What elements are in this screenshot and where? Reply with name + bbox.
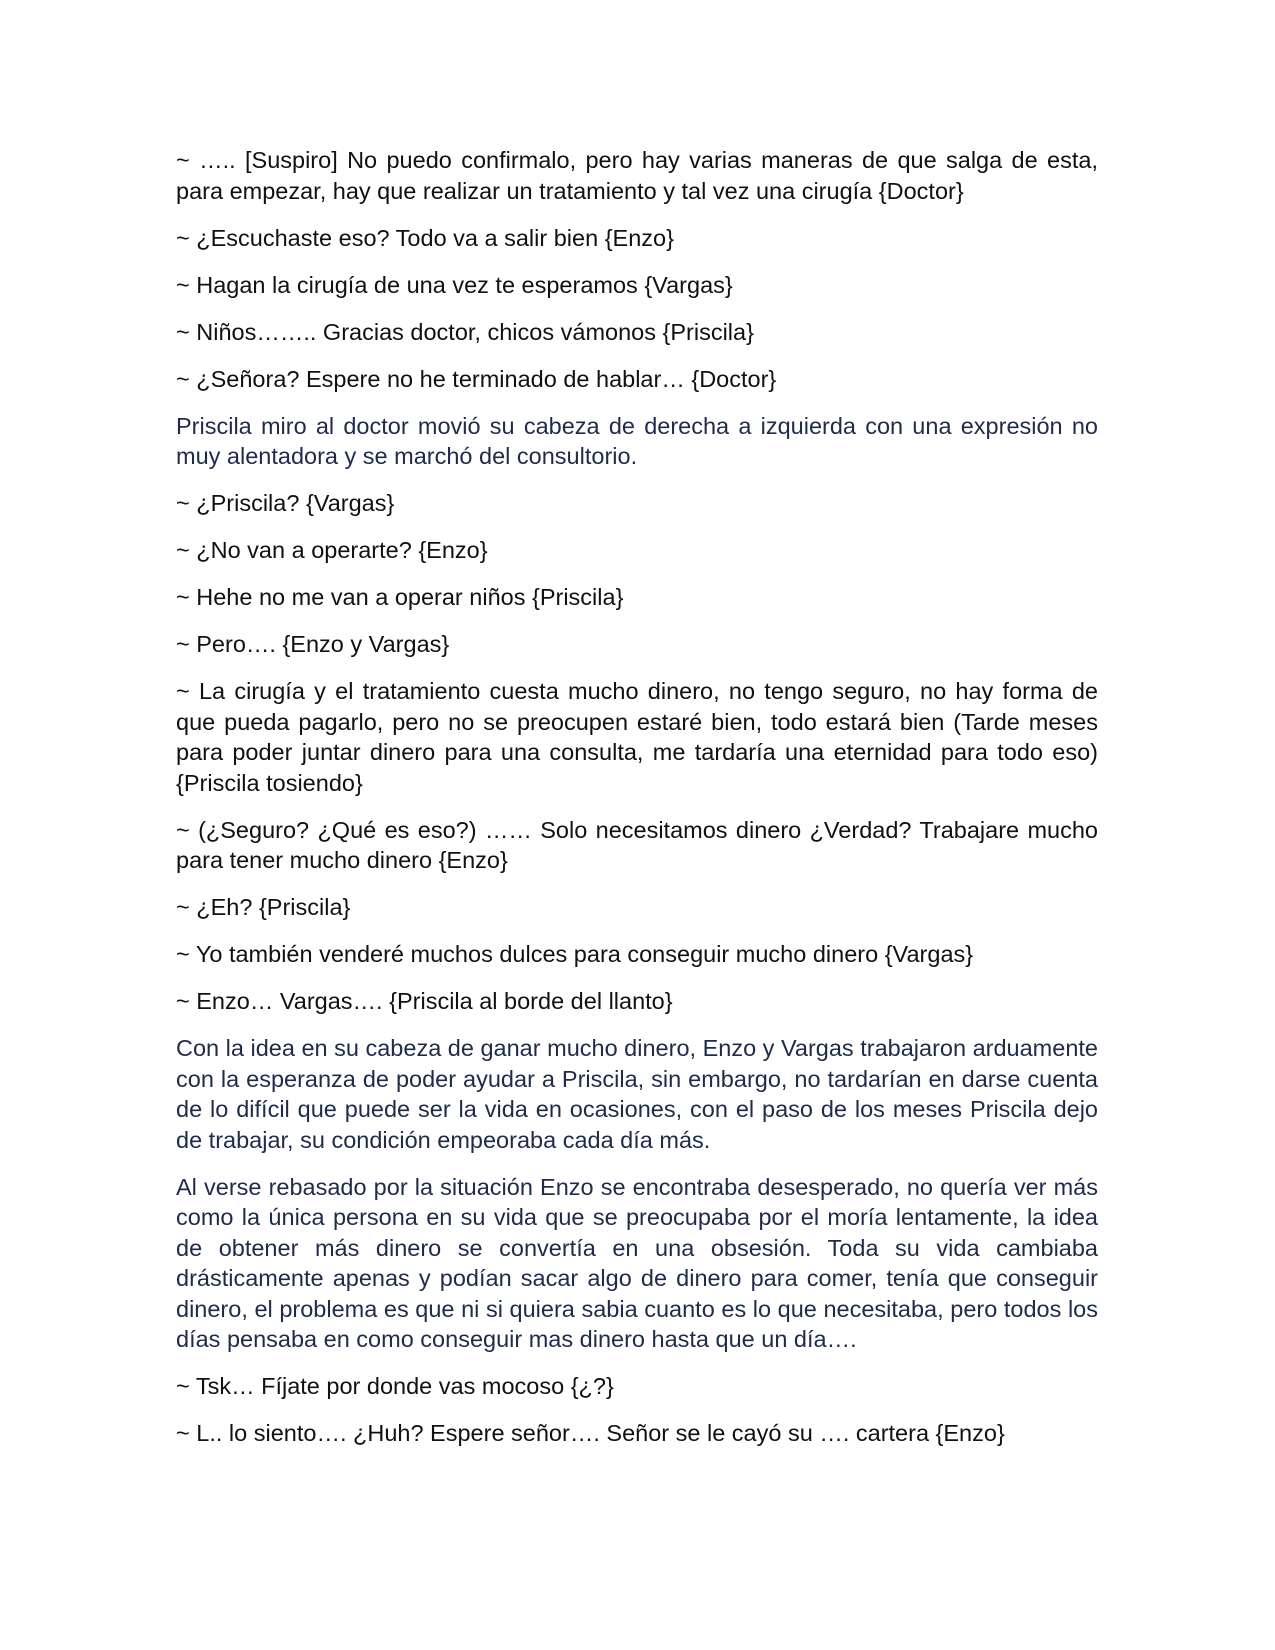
dialogue-line-enzo: ~ (¿Seguro? ¿Qué es eso?) …… Solo necesitamos dinero ¿Verdad? Trabajare mucho para tener mucho dinero {Enzo} [176, 816, 1098, 873]
narration-paragraph: Con la idea en su cabeza de ganar mucho dinero, Enzo y Vargas trabajaron arduamente con la esperanza de poder ayudar a Priscila, sin embargo, no tardarían en darse cuenta de lo difícil que puede ser la vida en ocasiones, con el paso de los meses Priscila dejo de trabajar, su condición empeoraba cada día más. [176, 1035, 1098, 1153]
dialogue-line-vargas: ~ Hagan la cirugía de una vez te esperamos {Vargas} [176, 271, 733, 298]
dialogue-line-priscila: ~ La cirugía y el tratamiento cuesta mucho dinero, no tengo seguro, no hay forma de que pueda pagarlo, pero no se preocupen estaré bien, todo estará bien (Tarde meses para poder juntar dinero para una consulta, me tardaría una eternidad para todo eso) {Priscila tosiendo} [176, 678, 1098, 796]
dialogue-line-vargas: ~ ¿Priscila? {Vargas} [176, 490, 395, 516]
dialogue-line-priscila: ~ Hehe no me van a operar niños {Priscila} [176, 584, 624, 610]
dialogue-line-priscila: ~ Enzo… Vargas…. {Priscila al borde del llanto} [176, 988, 673, 1014]
dialogue-line-priscila: ~ ¿Eh? {Priscila} [176, 894, 351, 920]
dialogue-line-enzo: ~ ¿No van a operarte? {Enzo} [176, 537, 488, 563]
dialogue-line-doctor: ~ ….. [Suspiro] No puedo confirmalo, pero hay varias maneras de que salga de esta, para empezar, hay que realizar un tratamiento y tal vez una cirugía {Doctor} [176, 147, 1098, 204]
dialogue-line-unknown: ~ Tsk… Fíjate por donde vas mocoso {¿?} [176, 1373, 614, 1399]
dialogue-line-enzo: ~ ¿Escuchaste eso? Todo va a salir bien {Enzo} [176, 224, 674, 251]
dialogue-line-priscila: ~ Niños…….. Gracias doctor, chicos vámonos {Priscila} [176, 318, 754, 345]
dialogue-line-doctor: ~ ¿Señora? Espere no he terminado de hablar… {Doctor} [176, 365, 777, 392]
dialogue-line-vargas: ~ Yo también venderé muchos dulces para conseguir mucho dinero {Vargas} [176, 941, 974, 967]
narration-paragraph: Al verse rebasado por la situación Enzo se encontraba desesperado, no quería ver más como la única persona en su vida que se preocupaba por el moría lentamente, la idea de obtener más dinero se convertía en una obsesión. Toda su vida cambiaba drásticamente apenas y podían sacar algo de dinero para comer, tenía que conseguir dinero, el problema es que ni si quiera sabia cuanto es lo que necesitaba, pero todos los días pensaba en como conseguir mas dinero hasta que un día…. [176, 1173, 1098, 1352]
document-body [176, 145, 1098, 1465]
dialogue-line-enzo-vargas: ~ Pero…. {Enzo y Vargas} [176, 631, 450, 657]
dialogue-line-enzo: ~ L.. lo siento…. ¿Huh? Espere señor…. Señor se le cayó su …. cartera {Enzo} [176, 1420, 1005, 1446]
narration-paragraph: Priscila miro al doctor movió su cabeza de derecha a izquierda con una expresión no muy alentadora y se marchó del consultorio. [176, 412, 1098, 469]
